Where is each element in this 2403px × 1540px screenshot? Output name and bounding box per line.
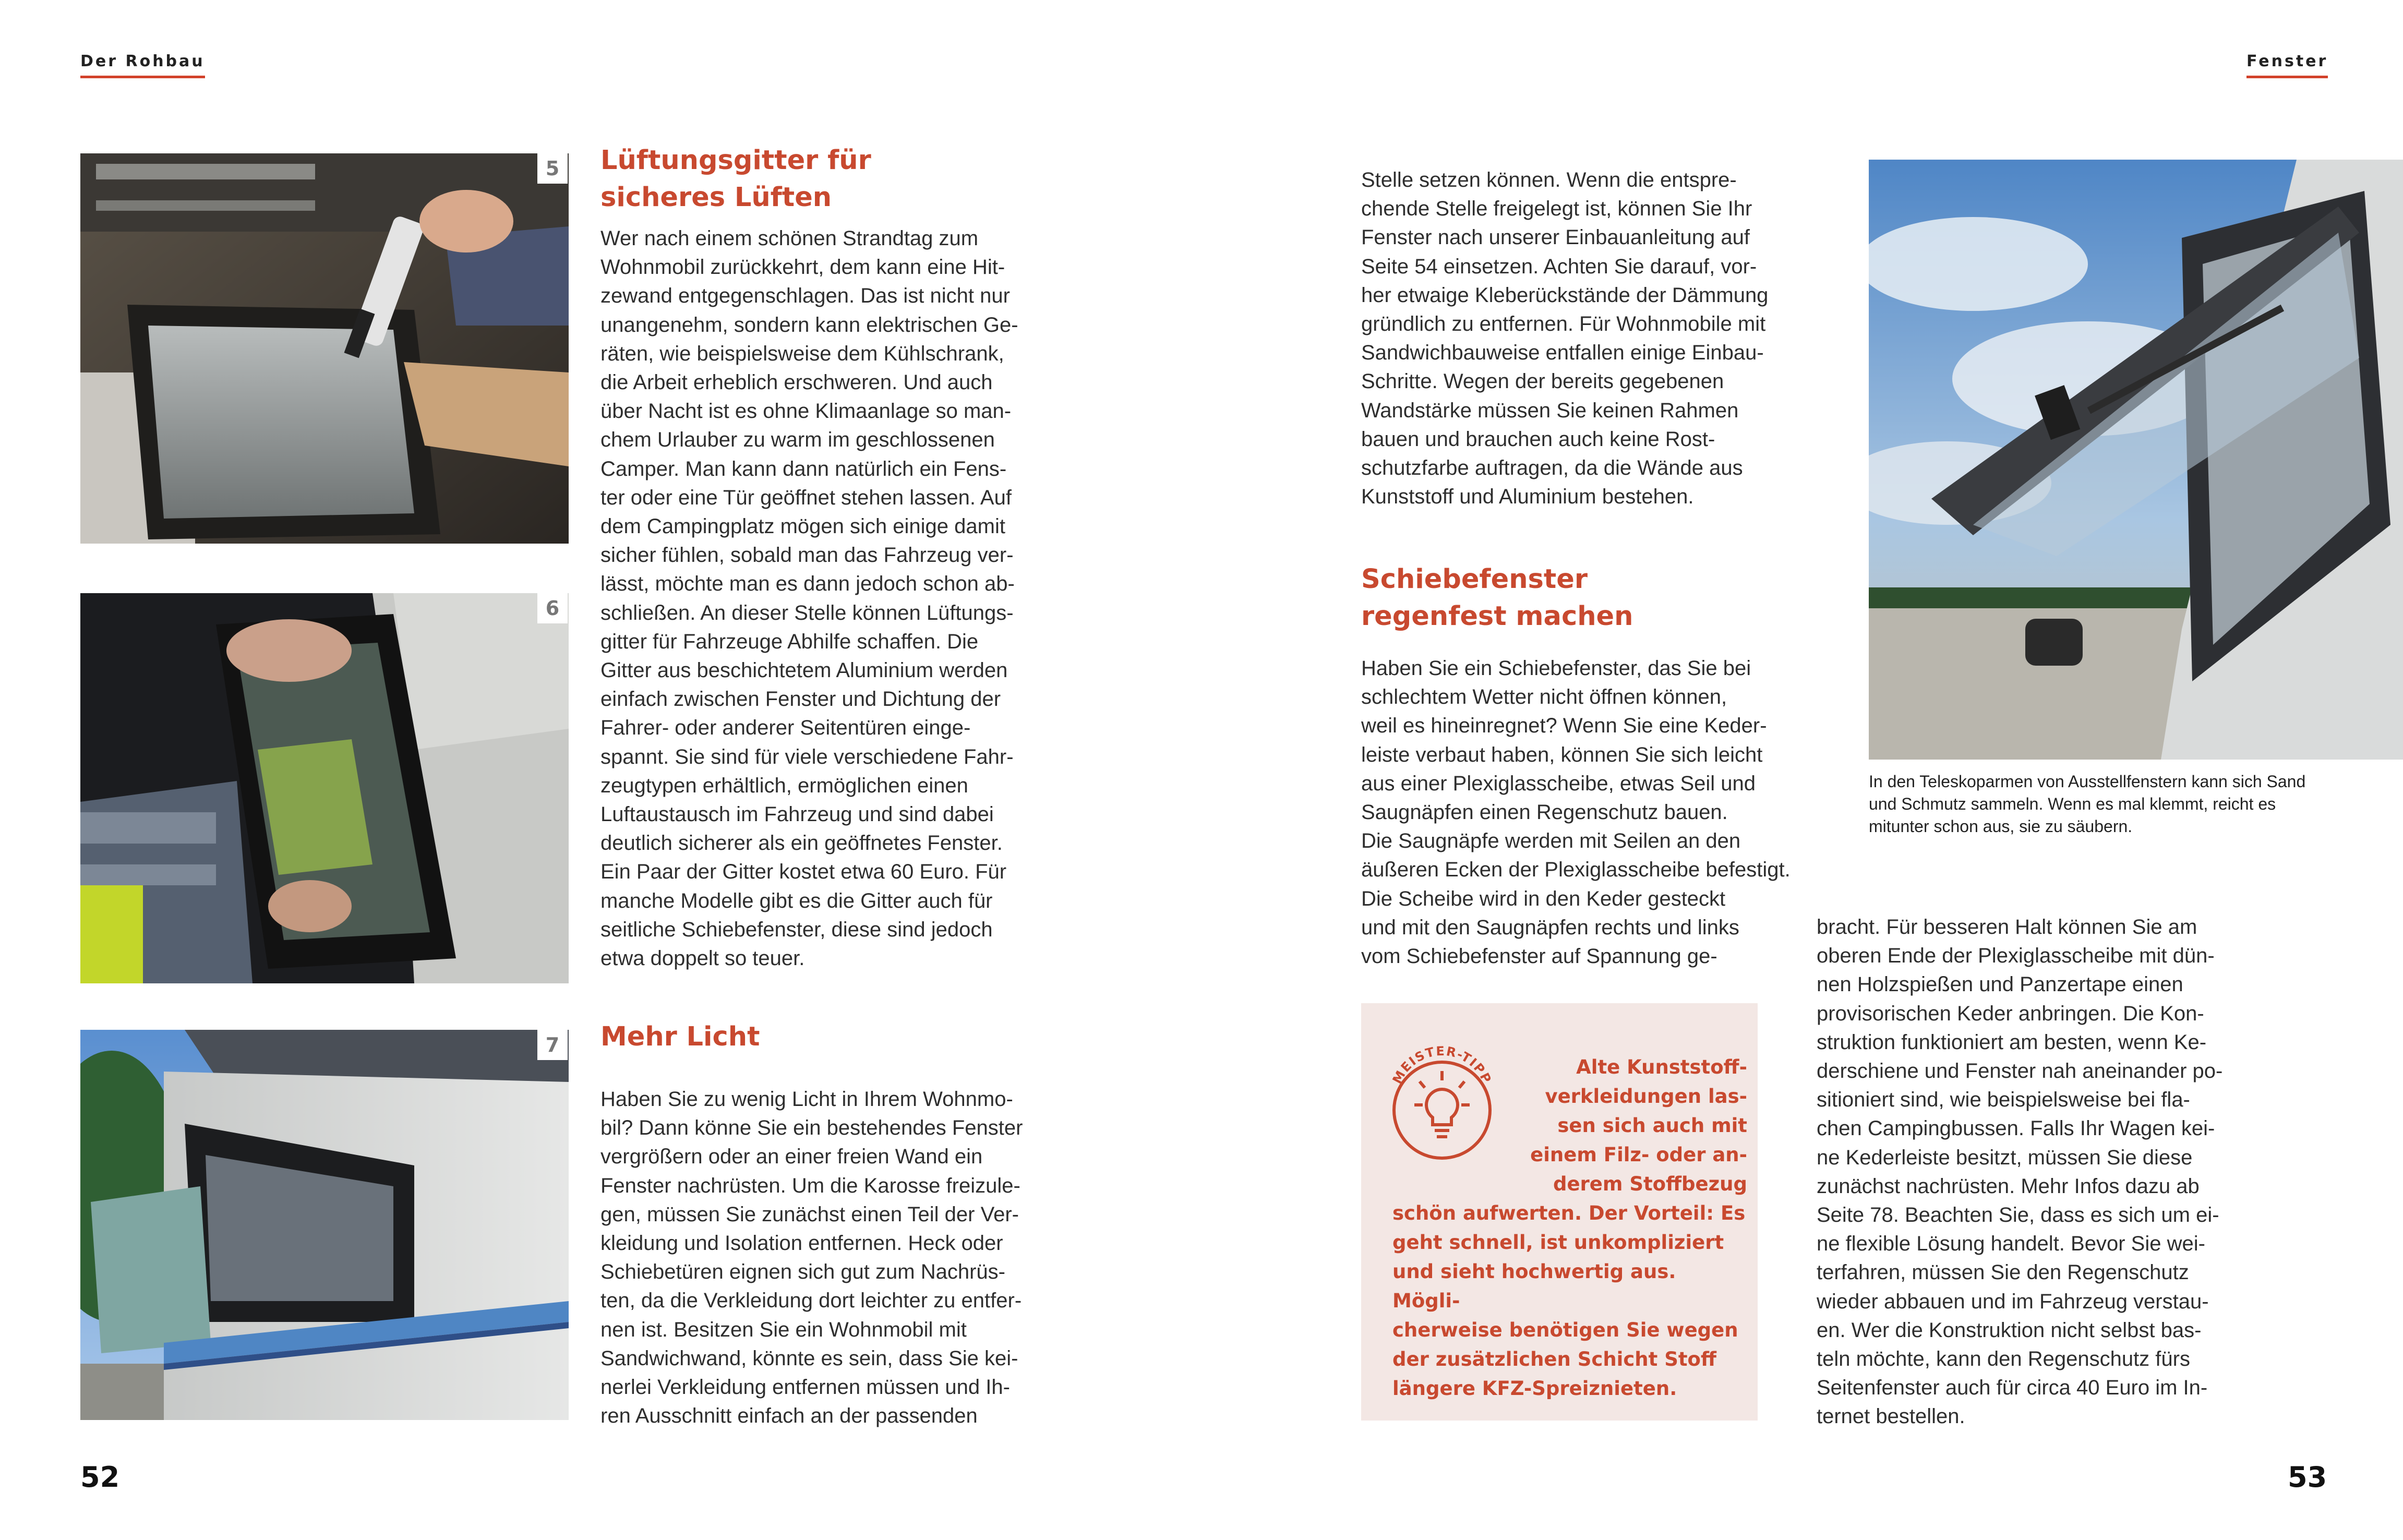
body-sliding-window-col1: Haben Sie ein Schiebefenster, das Sie bei schlechtem Wetter nicht öffnen können, weil es hineinregnet? Wenn Sie eine Keder- leiste verbaut haben, können Sie sich leicht aus einer Plexiglasscheibe, etwas Seil und Saugnäpfen einen Regenschutz bauen. Die Saugnäpfe werden mit Seilen an den äußeren Ecken der Plexiglasscheibe befestigt. Die Scheibe wird in den Keder gesteckt und mit den Saugnäpfen rechts und links vom Schiebefenster auf Spannung ge- xyxy=(1361,657,1791,968)
tip-text-full: schön aufwerten. Der Vorteil: Es geht schnell, ist unkompliziert und sieht hochwertig aus. Mögli- cherweise benötigen Sie wegen der zusätzlichen Schicht Stoff längere KFZ-Spreiznieten. xyxy=(1392,1202,1746,1400)
lightbulb-icon xyxy=(1382,1040,1502,1160)
heading-vent-grilles: Lüftungsgitter für sicheres Lüften xyxy=(600,145,871,213)
body-more-light: Haben Sie zu wenig Licht in Ihrem Wohnmo- bil? Dann könne Sie ein bestehendes Fenster vergrößern oder an einer freien Wand ein Fenster nachrüsten. Um die Karosse freizule- gen, müssen Sie zunächst einen Teil der Ver- kleidung und Isolation entfernen. Heck oder Schiebetüren eignen sich gut zum Nachrüs- ten, da die Verkleidung dort leichter zu entfer- nen ist. Besitzen Sie ein Wohnmobil mit Sandwichwand, könnte es sein, dass Sie kei- nerlei Verkleidung entfernen müssen und Ih- ren Ausschnitt einfach an der passenden xyxy=(600,1088,1023,1428)
meister-tipp-box xyxy=(1361,1003,1758,1421)
image-label: 5 xyxy=(537,153,568,184)
photo-caption: In den Teleskoparmen von Ausstellfenstern kann sich Sand und Schmutz sammeln. Wenn es mal klemmt, reicht es mitunter schon aus, sie zu säubern. xyxy=(1869,772,2306,836)
body-sliding-window-col2: bracht. Für besseren Halt können Sie am oberen Ende der Plexiglasscheibe mit dün- nen Holzspießen und Panzertape einen provisorischen Keder anbringen. Die Kon- struktion funktioniert am besten, wenn Ke- derschiene und Fenster nah aneinander po- sitioniert sind, wie beispielsweise bei fla- chen Campingbussen. Falls Ihr Wagen kei- ne Kederleiste besitzt, müssen Sie diese zunächst nachrüsten. Mehr Infos dazu ab Seite 78. Beachten Sie, dass es sich um ei- ne flexible Lösung handelt. Bevor Sie wei- terfahren, müssen Sie den Regenschutz wieder abbauen und im Fahrzeug verstau- en. Wer die Konstruktion nicht selbst bas- teln möchte, kann den Regenschutz fürs Seitenfenster auch für circa 40 Euro im In- ternet bestellen. xyxy=(1817,916,2223,1428)
tip-text-beside-icon: Alte Kunststoff- verkleidungen las- sen sich auch mit einem Filz- oder an- derem Stoffbezug xyxy=(1530,1056,1747,1195)
image-label: 7 xyxy=(537,1030,568,1060)
page-number-left: 52 xyxy=(80,1461,120,1494)
page-number-right: 53 xyxy=(2288,1461,2327,1494)
body-vent-grilles: Wer nach einem schönen Strandtag zum Wohnmobil zurückkehrt, dem kann eine Hit- zewand entgegenschlagen. Das ist nicht nur unangenehm, sondern kann elektrischen Ge- räten, wie beispielsweise dem Kühlschrank, die Arbeit erheblich erschweren. Und auch über Nacht ist es ohne Klimaanlage so man- chem Urlauber zu warm im geschlossenen Camper. Man kann dann natürlich ein Fens- ter oder eine Tür geöffnet stehen lassen. Auf dem Campingplatz mögen sich einige damit sicher fühlen, sobald man das Fahrzeug ver- lässt, möchte man es dann jedoch schon ab- schließen. An dieser Stelle können Lüftungs- gitter für Fahrzeuge Abhilfe schaffen. Die Gitter aus beschichtetem Aluminium werden einfach zwischen Fenster und Dichtung der Fahrer- oder anderer Seitentüren einge- spannt. Sie sind für viele verschiedene Fahr- zeugtypen erhältlich, ermöglichen einen Luftaustausch im Fahrzeug und sind dabei deutlich sicherer als ein geöffnetes Fenster. Ein Paar der Gitter kostet etwa 60 Euro. Für manche Modelle gibt es die Gitter auch für seitliche Schiebefenster, diese sind jedoch etwa doppelt so teuer. xyxy=(600,227,1018,970)
running-head-left: Der Rohbau xyxy=(80,52,205,78)
photo-van-window xyxy=(80,1030,569,1420)
photo-window-fitting xyxy=(80,593,569,983)
heading-sliding-window: Schiebefenster regenfest machen xyxy=(1361,564,1633,632)
image-label: 6 xyxy=(537,593,568,623)
tip-badge-label: MEISTER-TIPP xyxy=(1389,1043,1495,1087)
photo-window-sealing xyxy=(80,153,569,544)
heading-more-light: Mehr Licht xyxy=(600,1021,760,1052)
photo-awning-window xyxy=(1869,160,2403,760)
body-continued: Stelle setzen können. Wenn die entspre- chende Stelle freigelegt ist, können Sie Ihr Fenster nach unserer Einbauanleitung auf Seite 54 einsetzen. Achten Sie darauf, vor- her etwaige Kleberückstände der Dämmung gründlich zu entfernen. Für Wohnmobile mit Sandwichbauweise entfallen einige Einbau- Schritte. Wegen der bereits gegebenen Wandstärke müssen Sie keinen Rahmen bauen und brauchen auch keine Rost- schutzfarbe auftragen, da die Wände aus Kunststoff und Aluminium bestehen. xyxy=(1361,169,1769,509)
running-head-right: Fenster xyxy=(2246,52,2328,78)
